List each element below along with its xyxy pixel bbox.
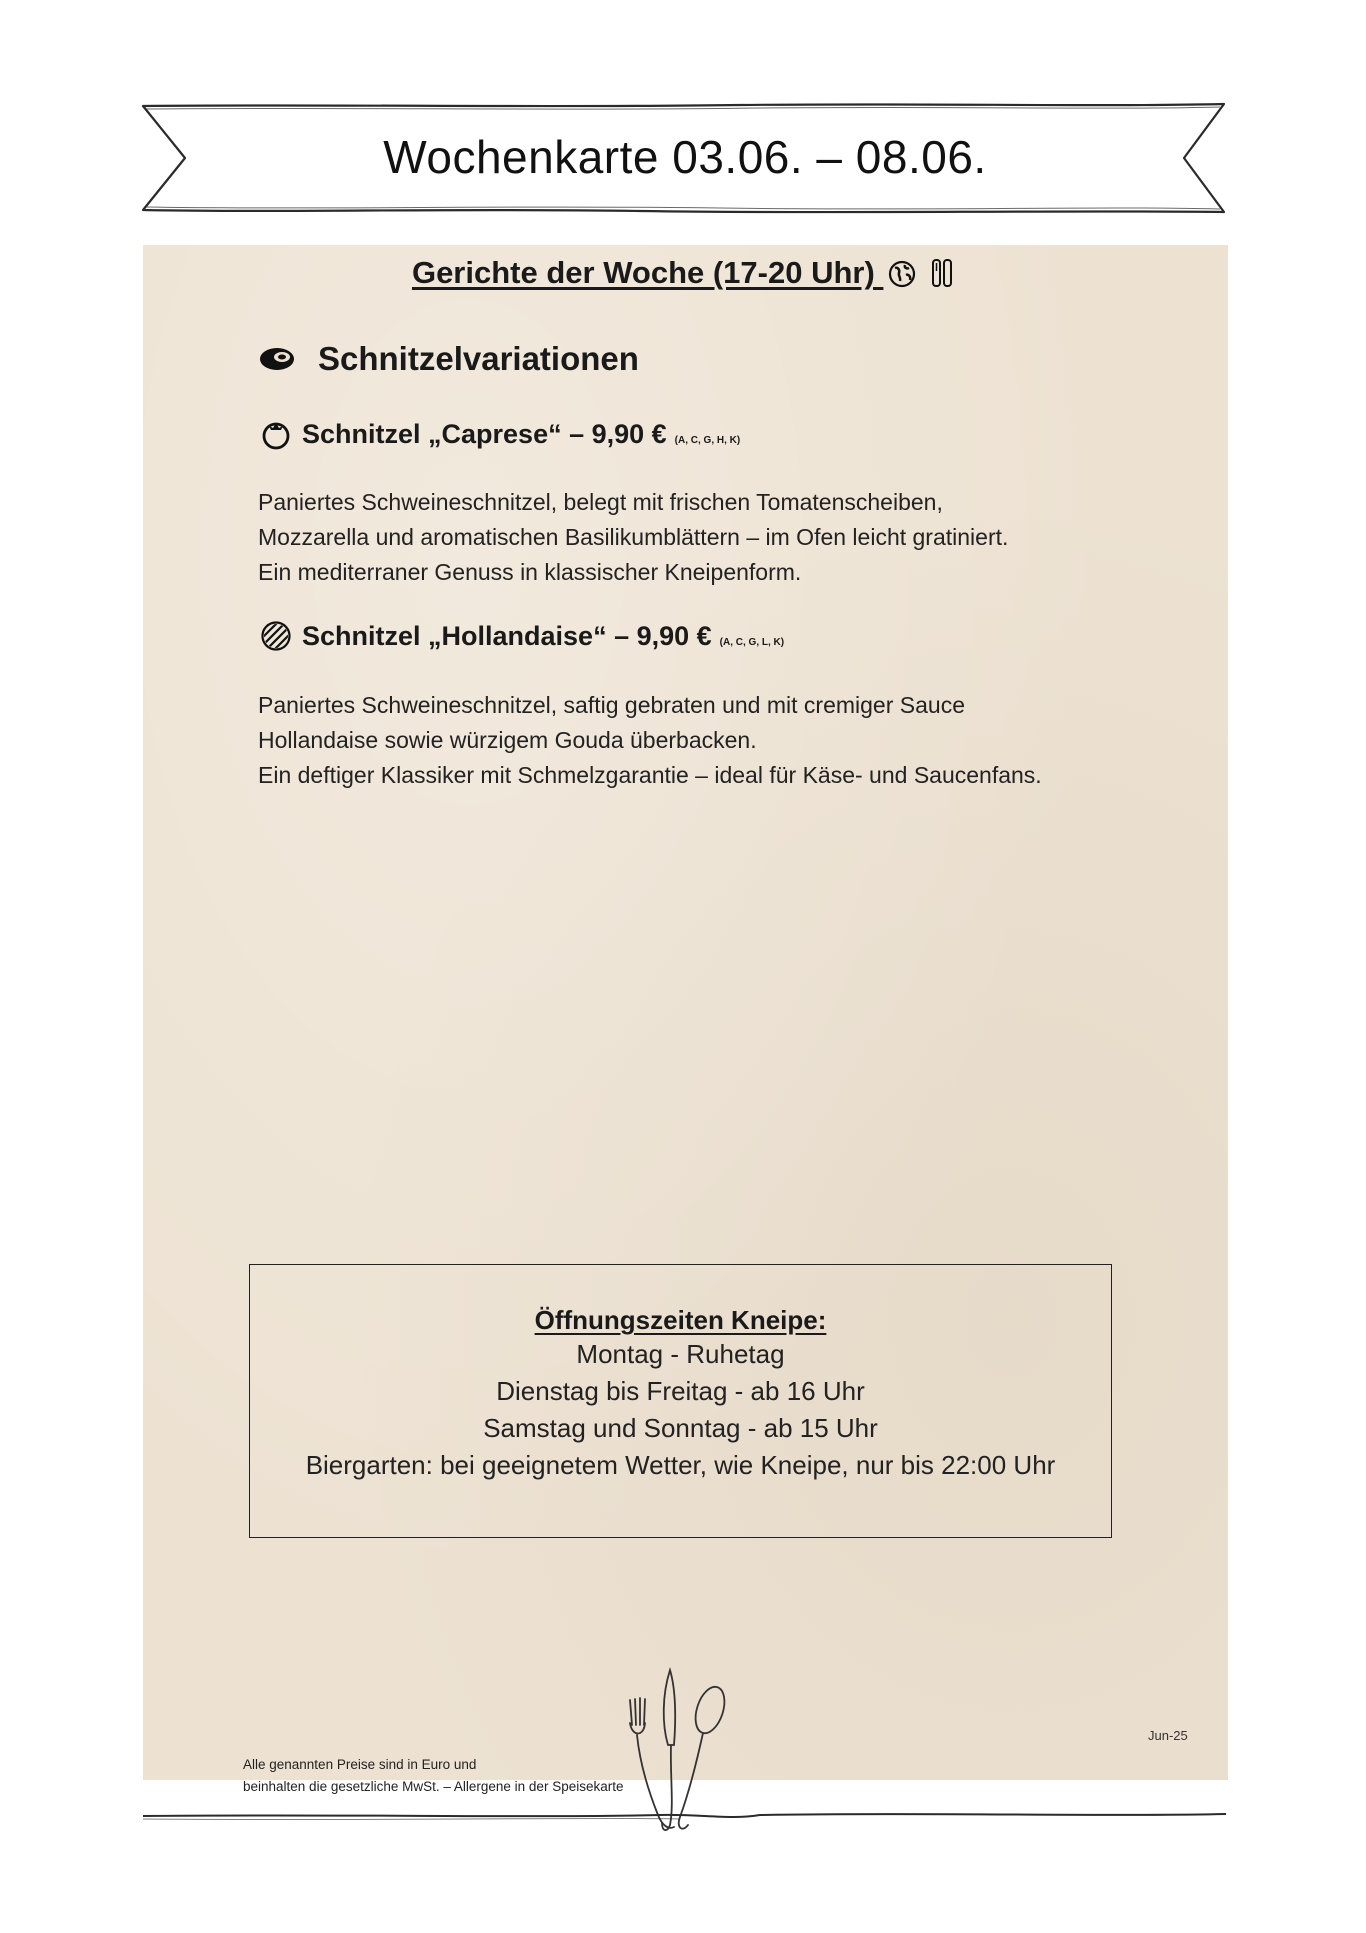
price-footnote <box>243 1754 623 1798</box>
opening-hours-title: Öffnungszeiten Kneipe: <box>534 1305 827 1335</box>
bottom-divider <box>140 1800 1230 1830</box>
description-line: Ein deftiger Klassiker mit Schmelzgarantie – ideal für Käse- und Saucenfans. <box>258 762 1042 788</box>
meat-icon <box>258 345 296 373</box>
description-line: Mozzarella und aromatischen Basilikumblättern – im Ofen leicht gratiniert. <box>258 524 1009 550</box>
section-heading-text: Gerichte der Woche (17-20 Uhr) <box>411 255 884 290</box>
allergen-codes: (A, C, G, L, K) <box>719 636 785 648</box>
category-heading <box>258 340 639 378</box>
description-line: Hollandaise sowie würzigem Gouda überbacken. <box>258 727 757 753</box>
hours-line: Samstag und Sonntag - ab 15 Uhr <box>483 1413 878 1443</box>
footnote-line: Alle genannten Preise sind in Euro und <box>243 1757 477 1772</box>
tomato-icon <box>260 418 292 450</box>
dish-title-caprese <box>260 418 740 450</box>
dish-name: Schnitzel „Caprese“ – 9,90 € <box>302 418 667 449</box>
footnote-line: beinhalten die gesetzliche MwSt. – Allergene in der Speisekarte <box>243 1779 624 1794</box>
sauce-icon <box>260 620 292 652</box>
page-title: Wochenkarte 03.06. – 08.06. <box>383 131 987 183</box>
hours-line: Dienstag bis Freitag - ab 16 Uhr <box>496 1376 865 1406</box>
month-tag: Jun-25 <box>1148 1728 1188 1743</box>
dish-description-caprese <box>258 485 1008 590</box>
title-banner <box>140 100 1230 220</box>
description-line: Paniertes Schweineschnitzel, belegt mit frischen Tomatenscheiben, <box>258 489 943 515</box>
section-heading <box>0 255 1366 291</box>
description-line: Ein mediterraner Genuss in klassischer Kneipenform. <box>258 559 802 585</box>
cutlery-icon <box>930 257 954 289</box>
dish-description-hollandaise <box>258 688 1042 793</box>
hours-line: Biergarten: bei geeignetem Wetter, wie Kneipe, nur bis 22:00 Uhr <box>305 1450 1056 1480</box>
menu-paper <box>143 245 1228 1780</box>
globe-icon <box>887 259 917 289</box>
allergen-codes: (A, C, G, H, K) <box>674 434 741 446</box>
description-line: Paniertes Schweineschnitzel, saftig gebraten und mit cremiger Sauce <box>258 692 965 718</box>
hours-line: Montag - Ruhetag <box>576 1339 785 1369</box>
category-label: Schnitzelvariationen <box>318 340 639 377</box>
opening-hours-box <box>249 1264 1112 1538</box>
dish-title-hollandaise <box>260 620 784 652</box>
dish-name: Schnitzel „Hollandaise“ – 9,90 € <box>302 620 712 651</box>
